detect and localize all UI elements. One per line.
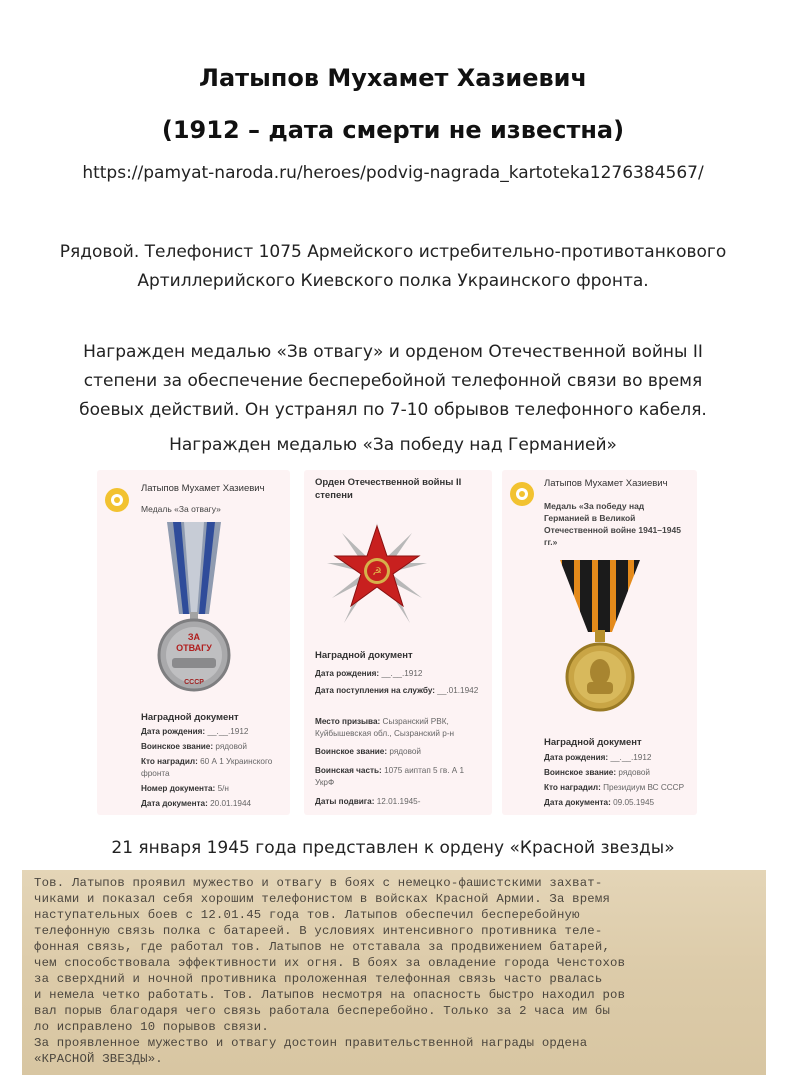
scan-line: ло исправлено 10 порывов связи. (34, 1020, 269, 1034)
card-award-name: Медаль «За победу над Германией в Великой Отечественной войне 1941–1945 гг.» (544, 501, 681, 547)
card-person-name: Латыпов Мухамет Хазиевич (544, 478, 668, 489)
award-card-victory (502, 470, 697, 815)
award-card-courage (97, 470, 290, 815)
memory-logo-icon (510, 482, 534, 506)
row-awarded-by: Кто наградил: 60 А 1 Украинского фронта (141, 757, 273, 778)
row-unit: Воинская часть: 1075 аиптап 5 гв. А 1 УкрФ (315, 766, 465, 787)
medal-inscription-cccp: СССР (184, 679, 204, 686)
red-star-nomination-paragraph: 21 января 1945 года представлен к ордену «Красной звезды» (111, 838, 675, 858)
medal-for-courage-icon (139, 522, 249, 692)
scan-line: за сверхдний и ночной противника проложенная телефонная связь часто рвалась (34, 972, 603, 986)
scan-line: вал порыв благодаря чего связь работала бесперебойно. Только за 2 часа им бы (34, 1004, 611, 1018)
medal-inscription-za: ЗА (187, 632, 201, 642)
source-url[interactable]: https://pamyat-naroda.ru/heroes/podvig-nagrada_kartoteka1276384567/ (82, 163, 704, 183)
victory-medal-paragraph: Награжден медалью «За победу над Германией» (169, 435, 617, 455)
award-card-patriotic-war (304, 470, 492, 815)
row-feat-dates: Даты подвига: 12.01.1945- (315, 797, 421, 806)
row-doc-date: Дата документа: 09.05.1945 (544, 798, 655, 807)
row-rank: Воинское звание: рядовой (141, 742, 247, 751)
card-person-name: Латыпов Мухамет Хазиевич (141, 483, 265, 494)
svg-text:☭: ☭ (372, 565, 382, 578)
victory-medal-icon (550, 560, 650, 720)
row-enlisted: Дата поступления на службу: __.01.1942 (315, 686, 479, 695)
awards-paragraph: Награжден медалью «Зв отвагу» и орденом Отечественной войны II степени за обеспечение бесперебойной телефонной связи во время боевых действий. Он устранял по 7-10 обрывов телефонного кабеля. (79, 342, 707, 420)
archive-document-scan (22, 870, 766, 1075)
card-award-name: Медаль «За отвагу» (141, 504, 221, 514)
row-birth: Дата рождения: __.__.1912 (544, 753, 652, 762)
scan-line: Тов. Латыпов проявил мужество и отвагу в боях с немецко-фашистскими захват- (34, 876, 603, 890)
person-name-title: Латыпов Мухамет Хазиевич (199, 64, 587, 92)
scan-line: «КРАСНОЙ ЗВЕЗДЫ». (34, 1052, 163, 1066)
memory-logo-icon (105, 488, 129, 512)
scan-line: и немела четко работать. Тов. Латыпов несмотря на опасность быстро находил ров (34, 988, 626, 1002)
row-draft-place: Место призыва: Сызранский РВК, Куйбышевская обл., Сызранский р-н (315, 717, 455, 738)
scan-line: наступательных боев с 12.01.45 года тов. Латыпов обеспечил бесперебойную (34, 908, 580, 922)
scan-line: телефонную связь полка с батареей. В условиях интенсивного противника теле- (34, 924, 603, 938)
row-awarded-by: Кто наградил: Президиум ВС СССР (544, 783, 685, 792)
medal-inscription-otvagu: ОТВАГУ (176, 643, 212, 653)
row-birth: Дата рождения: __.__.1912 (315, 669, 423, 678)
row-rank: Воинское звание: рядовой (544, 768, 650, 777)
row-rank: Воинское звание: рядовой (315, 747, 421, 756)
row-doc-date: Дата документа: 20.01.1944 (141, 799, 252, 808)
scan-line: фонная связь, где работал тов. Латыпов не отставала за продвижением батарей, (34, 940, 611, 954)
doc-header: Наградной документ (315, 650, 413, 661)
row-doc-number: Номер документа: 5/н (141, 784, 229, 793)
life-dates-title: (1912 – дата смерти не известна) (161, 116, 625, 144)
scan-line: За проявленное мужество и отвагу достоин правительственной награды ордена (34, 1036, 588, 1050)
card-award-name: Орден Отечественной войны II степени (315, 477, 462, 501)
scan-line: чиками и показал себя хорошим телефонистом в войсках Красной Армии. За время (34, 892, 611, 906)
doc-header: Наградной документ (141, 712, 239, 723)
service-paragraph: Рядовой. Телефонист 1075 Армейского истребительно-противотанкового Артиллерийского Киевского полка Украинского фронта. (59, 242, 727, 291)
scan-line: чем способствовала эффективности их огня. В боях за овладение города Ченстохов (34, 956, 626, 970)
doc-header: Наградной документ (544, 737, 642, 748)
order-patriotic-war-icon (322, 518, 432, 628)
row-birth: Дата рождения: __.__.1912 (141, 727, 249, 736)
